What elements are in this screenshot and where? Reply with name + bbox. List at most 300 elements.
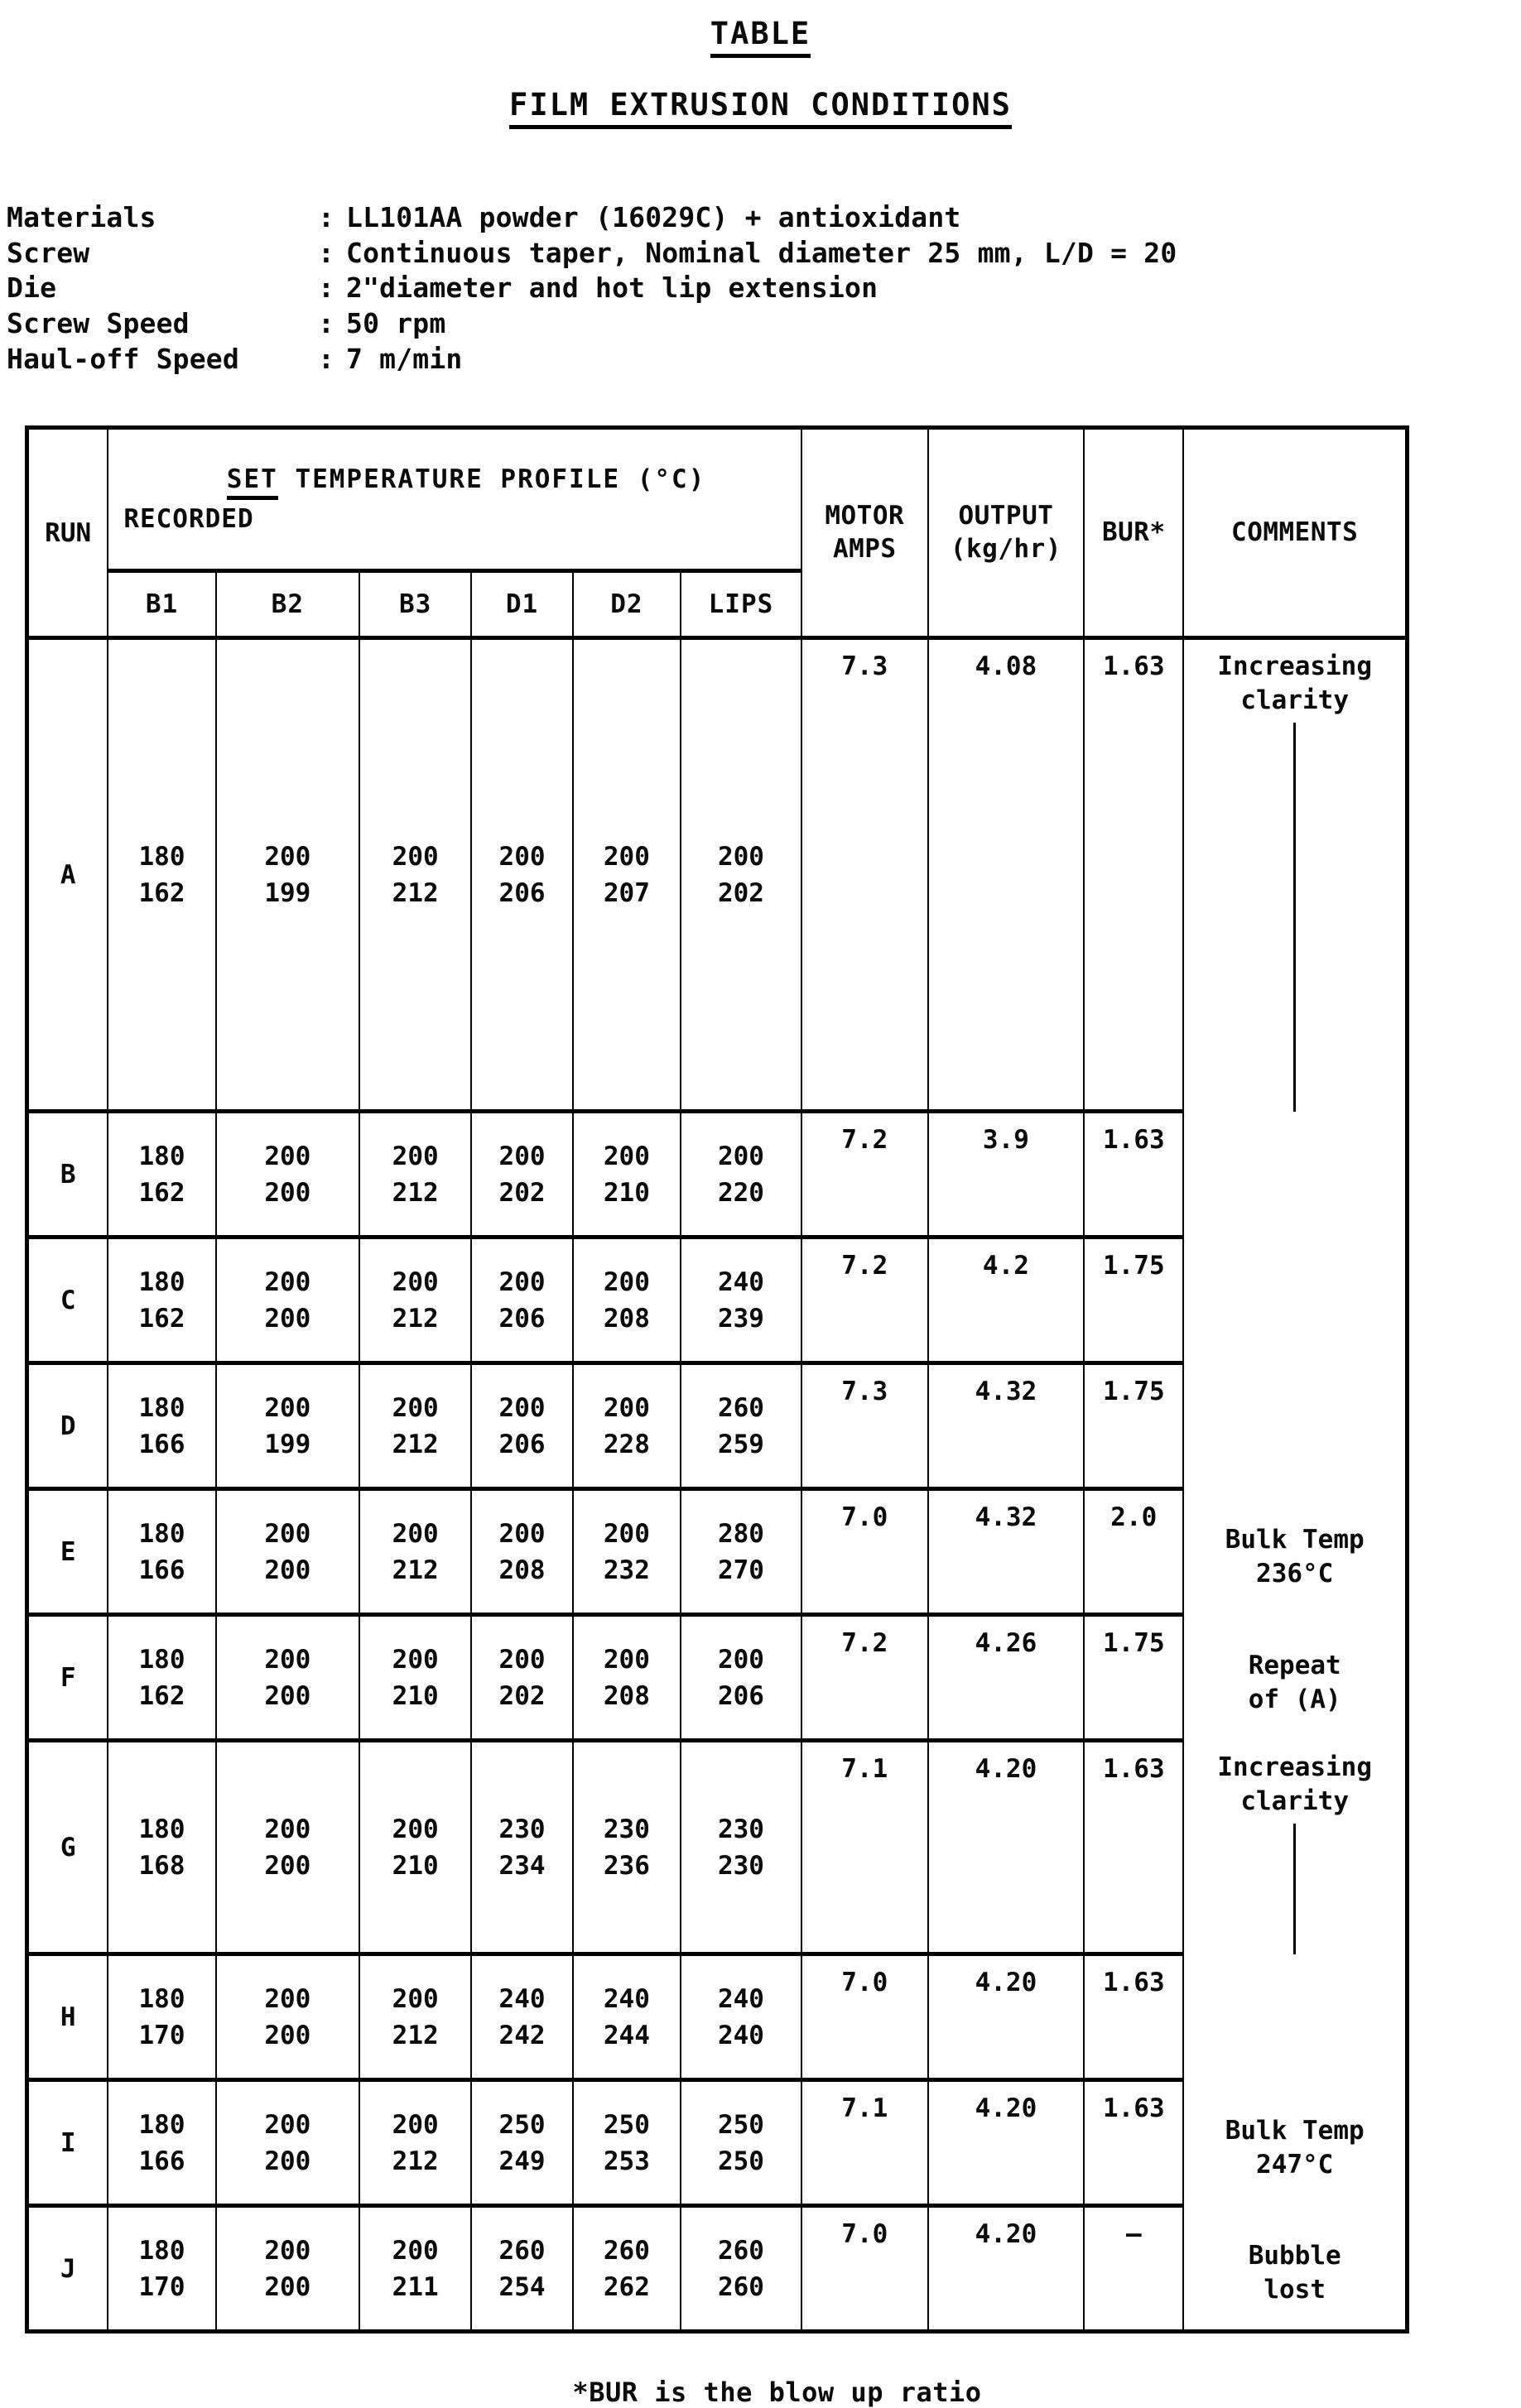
set-temperature-value: 200 <box>392 2235 439 2266</box>
recorded-temperature-value: 210 <box>392 1680 439 1711</box>
cell-temp-d1 <box>471 2080 572 2206</box>
recorded-temperature-value: 236 <box>603 1850 650 1881</box>
set-temperature-value: 260 <box>498 2235 546 2266</box>
set-temperature-value: 180 <box>138 1518 185 1549</box>
cell-comments <box>1183 2206 1407 2332</box>
recorded-temperature-value: 212 <box>392 2146 439 2176</box>
cell-output: 4.2 <box>928 1238 1084 1363</box>
recorded-temperature-value: 260 <box>717 2271 764 2302</box>
parameter-colon: : <box>318 307 335 340</box>
comment-line-1: Repeat <box>1248 1651 1341 1681</box>
set-temperature-value: 280 <box>717 1518 764 1549</box>
cell-motor-amps: 7.2 <box>801 1112 928 1238</box>
set-temperature-value: 240 <box>498 1983 546 2014</box>
set-profile-rest: TEMPERATURE PROFILE (°C) <box>277 464 706 495</box>
recorded-temperature-value: 212 <box>392 877 439 908</box>
parameter-row-materials <box>7 200 1521 236</box>
recorded-temperature-value: 199 <box>264 1429 311 1459</box>
cell-run: I <box>27 2080 108 2206</box>
recorded-temperature-value: 220 <box>717 1177 764 1208</box>
set-temperature-value: 200 <box>264 1266 311 1297</box>
cell-temp-d2 <box>573 1954 681 2080</box>
set-temperature-value: 200 <box>264 1141 311 1171</box>
recorded-temperature-value: 270 <box>717 1555 764 1585</box>
set-temperature-value: 180 <box>138 2109 185 2140</box>
table-row <box>27 1363 1408 1489</box>
cell-temp-lips <box>681 1954 801 2080</box>
cell-motor-amps: 7.1 <box>801 2080 928 2206</box>
set-temperature-value: 200 <box>264 841 311 872</box>
recorded-temperature-value: 212 <box>392 2020 439 2050</box>
cell-temp-b1 <box>108 1363 215 1489</box>
table-header-row-primary <box>27 428 1408 571</box>
cell-temp-b2 <box>216 1238 359 1363</box>
cell-comments <box>1183 1741 1407 1954</box>
parameter-colon: : <box>318 200 335 233</box>
parameter-value: 2"diameter and hot lip extension <box>346 272 878 305</box>
cell-comments <box>1183 2080 1407 2206</box>
cell-bur: 1.75 <box>1084 1238 1183 1363</box>
table-head <box>27 428 1408 638</box>
cell-output: 3.9 <box>928 1112 1084 1238</box>
cell-temp-d2 <box>573 1112 681 1238</box>
cell-temp-b3 <box>359 1238 472 1363</box>
recorded-temperature-value: 210 <box>603 1177 650 1208</box>
cell-bur: 1.63 <box>1084 1112 1183 1238</box>
set-temperature-value: 200 <box>392 841 439 872</box>
set-temperature-value: 200 <box>264 1983 311 2014</box>
cell-temp-b2 <box>216 1954 359 2080</box>
cell-motor-amps: 7.1 <box>801 1741 928 1954</box>
cell-temp-lips <box>681 1112 801 1238</box>
recorded-temperature-value: 207 <box>603 877 650 908</box>
cell-motor-amps: 7.0 <box>801 2206 928 2332</box>
cell-output: 4.20 <box>928 1954 1084 2080</box>
cell-temp-d1 <box>471 1112 572 1238</box>
parameter-colon: : <box>318 236 335 269</box>
parameter-label: Haul-off Speed <box>7 343 239 376</box>
cell-run: A <box>27 638 108 1112</box>
cell-temp-b1 <box>108 1741 215 1954</box>
cell-output: 4.20 <box>928 2206 1084 2332</box>
motor-amps-line2: AMPS <box>832 533 897 564</box>
cell-temp-b3 <box>359 638 472 1112</box>
cell-motor-amps: 7.0 <box>801 1489 928 1615</box>
cell-temp-d2 <box>573 2080 681 2206</box>
set-temperature-value: 200 <box>498 1518 546 1549</box>
comment-line-1: Bulk Temp <box>1225 2115 1365 2146</box>
cell-temp-d2 <box>573 1615 681 1741</box>
recorded-label: RECORDED <box>123 504 254 535</box>
recorded-temperature-value: 234 <box>498 1850 546 1881</box>
motor-amps-line1: MOTOR <box>825 500 905 531</box>
parameter-row-screw-speed <box>7 306 1521 342</box>
set-temperature-value: 180 <box>138 1266 185 1297</box>
cell-temp-b1 <box>108 2080 215 2206</box>
cell-temp-b2 <box>216 1741 359 1954</box>
parameter-row-screw <box>7 236 1521 272</box>
recorded-temperature-value: 212 <box>392 1555 439 1585</box>
cell-temp-b1 <box>108 2206 215 2332</box>
cell-bur: 1.63 <box>1084 2080 1183 2206</box>
cell-motor-amps: 7.3 <box>801 638 928 1112</box>
recorded-temperature-value: 208 <box>603 1680 650 1711</box>
output-line2: (kg/hr) <box>950 533 1061 564</box>
recorded-temperature-value: 200 <box>264 1303 311 1334</box>
parameter-label: Screw Speed <box>7 307 190 340</box>
set-temperature-value: 180 <box>138 2235 185 2266</box>
table-row <box>27 1954 1408 2080</box>
set-temperature-value: 200 <box>717 1644 764 1675</box>
recorded-temperature-value: 162 <box>138 877 185 908</box>
recorded-temperature-value: 208 <box>603 1303 650 1334</box>
comment-line-1: Increasing <box>1217 1752 1373 1782</box>
set-temperature-value: 200 <box>392 1814 439 1844</box>
comment-line-2: clarity <box>1240 1786 1350 1816</box>
page-title: TABLE <box>710 18 811 58</box>
recorded-temperature-value: 200 <box>264 1555 311 1585</box>
parameter-row-haul-off-speed <box>7 342 1521 377</box>
recorded-temperature-value: 168 <box>138 1850 185 1881</box>
table-row <box>27 1741 1408 1954</box>
table-body <box>27 638 1408 2332</box>
parameter-row-die <box>7 271 1521 306</box>
recorded-temperature-value: 206 <box>498 877 546 908</box>
column-header-output <box>928 428 1084 638</box>
comment-line-2: 236°C <box>1256 1558 1334 1589</box>
cell-comments <box>1183 1489 1407 1615</box>
main-title-row <box>0 18 1521 58</box>
table-row <box>27 638 1408 1112</box>
footnote: *BUR is the blow up ratio <box>572 2377 982 2408</box>
recorded-temperature-value: 228 <box>603 1429 650 1459</box>
cell-temp-b3 <box>359 2206 472 2332</box>
recorded-temperature-value: 170 <box>138 2020 185 2050</box>
set-temperature-value: 200 <box>717 1141 764 1171</box>
recorded-temperature-value: 162 <box>138 1303 185 1334</box>
cell-bur: 1.75 <box>1084 1615 1183 1741</box>
set-temperature-value: 240 <box>717 1266 764 1297</box>
cell-output: 4.20 <box>928 2080 1084 2206</box>
set-temperature-value: 250 <box>717 2109 764 2140</box>
comment-line-1: Bulk Temp <box>1225 1525 1365 1555</box>
recorded-temperature-value: 212 <box>392 1303 439 1334</box>
recorded-temperature-value: 212 <box>392 1177 439 1208</box>
set-temperature-value: 260 <box>717 1392 764 1423</box>
cell-temp-b1 <box>108 1489 215 1615</box>
cell-run: E <box>27 1489 108 1615</box>
set-temperature-value: 200 <box>264 2109 311 2140</box>
parameter-list <box>7 200 1521 377</box>
set-temperature-value: 200 <box>498 841 546 872</box>
recorded-temperature-value: 206 <box>498 1303 546 1334</box>
cell-motor-amps: 7.2 <box>801 1615 928 1741</box>
cell-bur: 2.0 <box>1084 1489 1183 1615</box>
column-header-b1: B1 <box>108 571 215 638</box>
extrusion-conditions-table-wrap <box>25 425 1409 2334</box>
recorded-temperature-value: 200 <box>264 1177 311 1208</box>
cell-temp-b1 <box>108 1112 215 1238</box>
parameter-label: Die <box>7 272 57 305</box>
parameter-label: Screw <box>7 236 90 269</box>
recorded-temperature-value: 208 <box>498 1555 546 1585</box>
set-temperature-value: 200 <box>264 1644 311 1675</box>
sub-title-row <box>0 86 1521 129</box>
recorded-temperature-value: 240 <box>717 2020 764 2050</box>
cell-output: 4.08 <box>928 638 1084 1112</box>
set-temperature-value: 180 <box>138 1814 185 1844</box>
cell-run: C <box>27 1238 108 1363</box>
recorded-temperature-value: 200 <box>264 2146 311 2176</box>
cell-temp-d1 <box>471 1954 572 2080</box>
recorded-temperature-value: 202 <box>717 877 764 908</box>
recorded-temperature-value: 253 <box>603 2146 650 2176</box>
cell-temp-lips <box>681 1615 801 1741</box>
cell-temp-b1 <box>108 1954 215 2080</box>
recorded-temperature-value: 250 <box>717 2146 764 2176</box>
parameter-colon: : <box>318 272 335 305</box>
recorded-temperature-value: 200 <box>264 1680 311 1711</box>
set-temperature-value: 200 <box>717 841 764 872</box>
recorded-temperature-value: 202 <box>498 1680 546 1711</box>
recorded-temperature-value: 162 <box>138 1177 185 1208</box>
recorded-temperature-value: 211 <box>392 2271 439 2302</box>
set-temperature-value: 200 <box>392 1392 439 1423</box>
recorded-temperature-value: 244 <box>603 2020 650 2050</box>
cell-temp-b3 <box>359 1489 472 1615</box>
set-temperature-value: 180 <box>138 1644 185 1675</box>
set-temperature-value: 200 <box>392 1266 439 1297</box>
set-temperature-value: 230 <box>717 1814 764 1844</box>
recorded-temperature-value: 166 <box>138 1555 185 1585</box>
cell-output: 4.32 <box>928 1489 1084 1615</box>
column-header-set-temperature-profile <box>108 428 801 571</box>
cell-motor-amps: 7.0 <box>801 1954 928 2080</box>
recorded-temperature-value: 230 <box>717 1850 764 1881</box>
column-header-bur: BUR* <box>1084 428 1183 638</box>
recorded-temperature-value: 262 <box>603 2271 650 2302</box>
recorded-temperature-value: 232 <box>603 1555 650 1585</box>
cell-temp-d1 <box>471 1741 572 1954</box>
table-row <box>27 1112 1408 1238</box>
set-temperature-value: 200 <box>392 1518 439 1549</box>
title-block <box>0 0 1521 129</box>
cell-output: 4.26 <box>928 1615 1084 1741</box>
cell-motor-amps: 7.3 <box>801 1363 928 1489</box>
cell-output: 4.32 <box>928 1363 1084 1489</box>
set-temperature-value: 200 <box>264 1518 311 1549</box>
set-temperature-value: 250 <box>603 2109 650 2140</box>
set-temperature-value: 260 <box>603 2235 650 2266</box>
set-temperature-value: 200 <box>603 1141 650 1171</box>
cell-temp-lips <box>681 1741 801 1954</box>
comment-connector-line <box>1293 723 1296 1112</box>
recorded-temperature-value: 200 <box>264 2020 311 2050</box>
column-header-motor-amps <box>801 428 928 638</box>
cell-temp-b1 <box>108 1238 215 1363</box>
cell-run: J <box>27 2206 108 2332</box>
set-temperature-value: 200 <box>264 1392 311 1423</box>
set-temperature-value: 200 <box>392 1141 439 1171</box>
set-temperature-value: 250 <box>498 2109 546 2140</box>
cell-temp-d1 <box>471 1363 572 1489</box>
column-header-b2: B2 <box>216 571 359 638</box>
recorded-temperature-value: 242 <box>498 2020 546 2050</box>
cell-temp-lips <box>681 2080 801 2206</box>
set-profile-title <box>123 464 801 494</box>
comment-line-2: 247°C <box>1256 2149 1334 2180</box>
output-line1: OUTPUT <box>958 500 1054 531</box>
cell-temp-d2 <box>573 2206 681 2332</box>
cell-bur: 1.63 <box>1084 1741 1183 1954</box>
cell-temp-lips <box>681 638 801 1112</box>
cell-run: D <box>27 1363 108 1489</box>
cell-temp-lips <box>681 1363 801 1489</box>
set-temperature-value: 240 <box>603 1983 650 2014</box>
set-temperature-value: 200 <box>498 1392 546 1423</box>
cell-temp-b2 <box>216 1363 359 1489</box>
set-temperature-value: 200 <box>392 1983 439 2014</box>
cell-temp-d2 <box>573 1238 681 1363</box>
comment-line-2: of (A) <box>1248 1684 1341 1714</box>
set-temperature-value: 180 <box>138 841 185 872</box>
cell-temp-lips <box>681 2206 801 2332</box>
recorded-temperature-value: 162 <box>138 1680 185 1711</box>
column-header-run: RUN <box>27 428 108 638</box>
table-row <box>27 1238 1408 1363</box>
set-temperature-value: 200 <box>392 1644 439 1675</box>
comment-line-1: Bubble <box>1248 2240 1341 2271</box>
cell-run: F <box>27 1615 108 1741</box>
cell-run: B <box>27 1112 108 1238</box>
parameter-value: LL101AA powder (16029C) + antioxidant <box>346 200 961 233</box>
recorded-temperature-value: 206 <box>498 1429 546 1459</box>
set-temperature-value: 240 <box>717 1983 764 2014</box>
parameter-value: 50 rpm <box>346 307 446 340</box>
cell-temp-b2 <box>216 1489 359 1615</box>
set-temperature-value: 180 <box>138 1141 185 1171</box>
cell-temp-d1 <box>471 1489 572 1615</box>
recorded-temperature-value: 259 <box>717 1429 764 1459</box>
recorded-temperature-value: 206 <box>717 1680 764 1711</box>
cell-temp-d2 <box>573 638 681 1112</box>
comment-line-1: Increasing <box>1217 651 1373 682</box>
cell-temp-b2 <box>216 2206 359 2332</box>
set-temperature-value: 200 <box>498 1141 546 1171</box>
recorded-temperature-value: 249 <box>498 2146 546 2176</box>
parameter-label: Materials <box>7 200 156 233</box>
column-header-lips: LIPS <box>681 571 801 638</box>
cell-motor-amps: 7.2 <box>801 1238 928 1363</box>
set-temperature-value: 200 <box>603 1644 650 1675</box>
set-temperature-value: 200 <box>498 1266 546 1297</box>
set-temperature-value: 180 <box>138 1392 185 1423</box>
set-temperature-value: 200 <box>603 1392 650 1423</box>
cell-temp-d2 <box>573 1363 681 1489</box>
table-row <box>27 1489 1408 1615</box>
extrusion-conditions-table <box>25 425 1409 2334</box>
cell-comments <box>1183 638 1407 1112</box>
cell-temp-b1 <box>108 638 215 1112</box>
cell-temp-b2 <box>216 1615 359 1741</box>
comment-connector-line <box>1293 1824 1296 1954</box>
recorded-temperature-value: 170 <box>138 2271 185 2302</box>
cell-comments <box>1183 1615 1407 1741</box>
cell-temp-lips <box>681 1489 801 1615</box>
recorded-temperature-value: 166 <box>138 2146 185 2176</box>
recorded-temperature-value: 239 <box>717 1303 764 1334</box>
set-temperature-value: 200 <box>264 2235 311 2266</box>
recorded-temperature-value: 200 <box>264 1850 311 1881</box>
recorded-temperature-value: 200 <box>264 2271 311 2302</box>
cell-bur: 1.63 <box>1084 638 1183 1112</box>
cell-temp-d2 <box>573 1741 681 1954</box>
cell-comments <box>1183 1954 1407 2080</box>
cell-run: H <box>27 1954 108 2080</box>
set-temperature-value: 200 <box>603 841 650 872</box>
cell-temp-b3 <box>359 1112 472 1238</box>
column-header-d2: D2 <box>573 571 681 638</box>
recorded-temperature-value: 166 <box>138 1429 185 1459</box>
set-temperature-value: 230 <box>603 1814 650 1844</box>
recorded-temperature-value: 212 <box>392 1429 439 1459</box>
recorded-temperature-value: 199 <box>264 877 311 908</box>
recorded-temperature-value: 210 <box>392 1850 439 1881</box>
set-temperature-value: 200 <box>603 1266 650 1297</box>
cell-bur: – <box>1084 2206 1183 2332</box>
parameter-value: Continuous taper, Nominal diameter 25 mm, L/D = 20 <box>346 236 1177 269</box>
set-temperature-value: 230 <box>498 1814 546 1844</box>
set-temperature-value: 200 <box>264 1814 311 1844</box>
cell-output: 4.20 <box>928 1741 1084 1954</box>
set-temperature-value: 200 <box>392 2109 439 2140</box>
cell-comments <box>1183 1112 1407 1238</box>
set-temperature-value: 180 <box>138 1983 185 2014</box>
column-header-comments: COMMENTS <box>1183 428 1407 638</box>
cell-bur: 1.63 <box>1084 1954 1183 2080</box>
recorded-temperature-value: 254 <box>498 2271 546 2302</box>
cell-temp-b1 <box>108 1615 215 1741</box>
set-word: SET <box>227 464 278 500</box>
table-row <box>27 2080 1408 2206</box>
page-subtitle: FILM EXTRUSION CONDITIONS <box>509 89 1012 129</box>
cell-temp-b2 <box>216 2080 359 2206</box>
column-header-d1: D1 <box>471 571 572 638</box>
cell-run: G <box>27 1741 108 1954</box>
cell-comments <box>1183 1238 1407 1363</box>
parameter-value: 7 m/min <box>346 343 463 376</box>
column-header-b3: B3 <box>359 571 472 638</box>
comment-line-2: clarity <box>1240 685 1350 716</box>
cell-temp-b3 <box>359 1741 472 1954</box>
cell-temp-d1 <box>471 638 572 1112</box>
set-temperature-value: 260 <box>717 2235 764 2266</box>
cell-temp-d2 <box>573 1489 681 1615</box>
parameter-colon: : <box>318 343 335 376</box>
cell-comments <box>1183 1363 1407 1489</box>
set-temperature-value: 200 <box>498 1644 546 1675</box>
set-temperature-value: 200 <box>603 1518 650 1549</box>
table-row <box>27 2206 1408 2332</box>
cell-temp-b3 <box>359 2080 472 2206</box>
cell-temp-b2 <box>216 1112 359 1238</box>
cell-temp-d1 <box>471 2206 572 2332</box>
cell-temp-d1 <box>471 1238 572 1363</box>
cell-temp-b3 <box>359 1954 472 2080</box>
cell-temp-lips <box>681 1238 801 1363</box>
table-row <box>27 1615 1408 1741</box>
recorded-temperature-value: 202 <box>498 1177 546 1208</box>
